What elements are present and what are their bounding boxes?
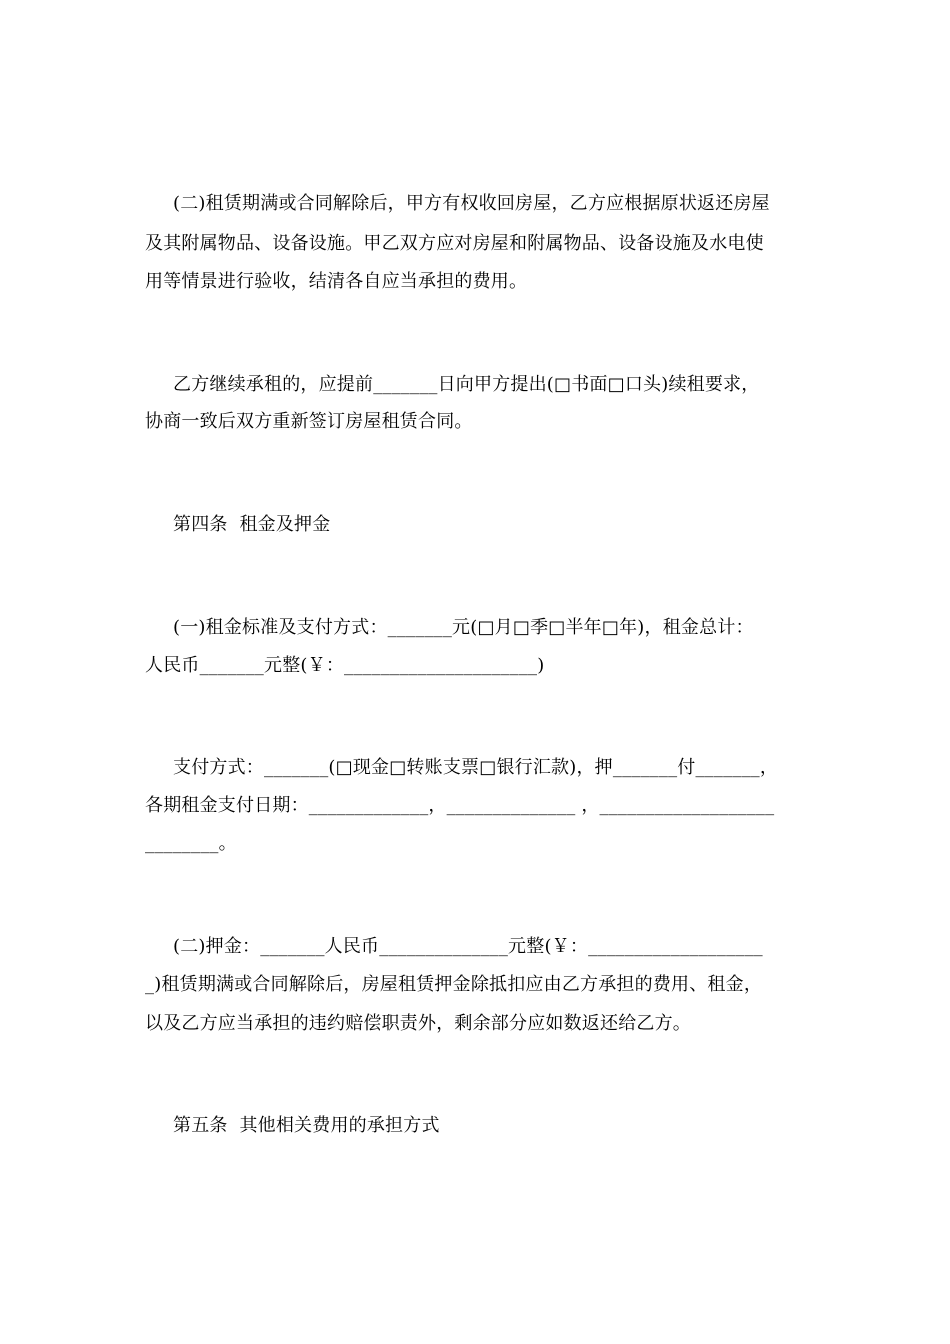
- article-5-heading: 第五条 其他相关费用的承担方式: [173, 1115, 440, 1136]
- paragraph-deposit-line-2: _)租赁期满或合同解除后，房屋租赁押金除抵扣应由乙方承担的费用、租金，: [145, 974, 763, 995]
- paragraph-renewal-line-1: 乙方继续承租的，应提前_______日向甲方提出(□书面□口头)续租要求，: [173, 374, 760, 395]
- paragraph-payment-method-line-1: 支付方式：_______(□现金□转账支票□银行汇款)，押_______付_______，: [173, 757, 779, 778]
- paragraph-deposit-line-3: 以及乙方应当承担的违约赔偿职责外，剩余部分应如数返还给乙方。: [145, 1013, 691, 1034]
- paragraph-rent-standard-line-1: (一)租金标准及支付方式：_______元(□月□季□半年□年)，租金总计：: [173, 617, 754, 638]
- paragraph-renewal-line-2: 协商一致后双方重新签订房屋租赁合同。: [145, 411, 473, 432]
- paragraph-payment-method-line-2: 各期租金支付日期：_____________，______________ ，___________________: [145, 795, 775, 816]
- paragraph-return-property-line-1: (二)租赁期满或合同解除后，甲方有权收回房屋，乙方应根据原状返还房屋: [173, 193, 770, 214]
- paragraph-rent-standard-line-2: 人民币_______元整(￥：_____________________): [145, 655, 545, 676]
- article-4-heading: 第四条 租金及押金: [173, 514, 331, 535]
- paragraph-deposit-line-1: (二)押金：_______人民币______________元整(￥：___________________: [173, 936, 763, 957]
- paragraph-return-property-line-3: 用等情景进行验收，结清各自应当承担的费用。: [145, 271, 528, 292]
- paragraph-payment-method-line-3: ________。: [145, 833, 237, 854]
- paragraph-return-property-line-2: 及其附属物品、设备设施。甲乙双方应对房屋和附属物品、设备设施及水电使: [145, 233, 764, 254]
